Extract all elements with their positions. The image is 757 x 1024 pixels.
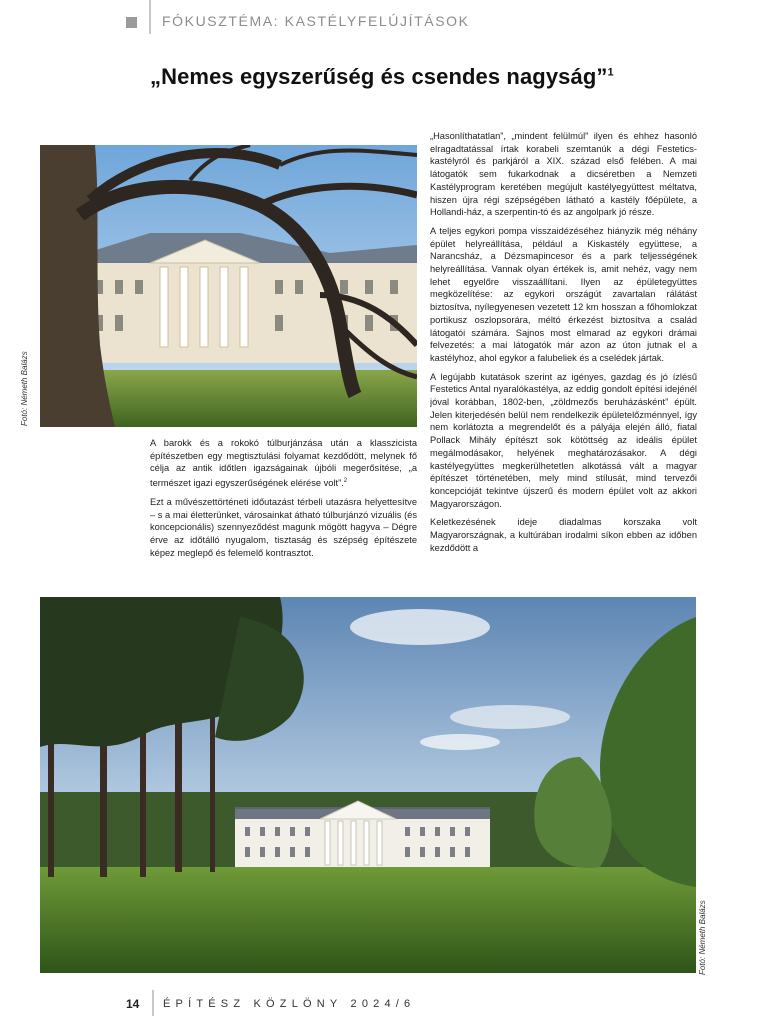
photo-castle-tree	[40, 145, 417, 427]
section-header: FÓKUSZTÉMA: KASTÉLYFELÚJÍTÁSOK	[162, 13, 470, 29]
right-column	[430, 130, 697, 585]
photo-credit-top: Fotó: Németh Balázs	[20, 351, 29, 426]
article-title-text: „Nemes egyszerűség és csendes nagyság”	[150, 64, 608, 89]
footnote-ref-2: 2	[343, 478, 348, 485]
left-paragraph-2: Ezt a művészettörténeti időutazást térbeli utazásra helyettesítve – s a mai életterünket, városainkat átható túlburjánzó vizuális (és koncepcionális) szennyeződést magunk mögött hagyva – Dégre érve az időtálló nyugalom, tisztaság és szépség építészete képez meglepő és felemelő kontrasztot.	[150, 496, 417, 558]
right-paragraph-4: Keletkezésének ideje diadalmas korszaka volt Magyarországnak, a kultúrában irodalmi síkon ebben az időben kezdődött a	[430, 517, 697, 553]
right-paragraph-1: „Hasonlíthatatlan”, „mindent felülmúl” ilyen és ehhez hasonló elragadtatással írtak korabeli szemtanúk a dégi Festetics-kastélyról és parkjáról a XIX. század első felében. A mai látogatók sem fukarkodnak a dicséretben a Nemzeti Kastélyprogram keretében megújult kastélyegyüttest méltatva, hiszen újra régi szépségében látható a kastély főépülete, a Hollandi-ház, a szerpentin-tó és az angolpark jó része.	[430, 131, 697, 218]
article-title	[150, 64, 614, 90]
left-column	[150, 437, 417, 565]
section-marker-square	[126, 17, 137, 28]
publication-name: ÉPÍTÉSZ KÖZLÖNY 2024/6	[163, 998, 416, 1010]
photo-castle-park	[40, 597, 696, 973]
castle-tree-illustration	[40, 145, 417, 427]
title-footnote-ref: 1	[607, 66, 614, 79]
page-number: 14	[126, 997, 140, 1011]
header-divider	[149, 0, 151, 34]
castle-park-illustration	[40, 597, 696, 973]
footer-divider	[152, 990, 154, 1016]
left-paragraph-1: A barokk és a rokokó túlburjánzása után a klasszicista építészetben egy megtisztulási folyamat kezdődött, melynek fő célja az antik időtlen igazságainak újbóli megerősítése, „a természet igazi egyszerűségének elérése volt”.$^2$	[150, 438, 417, 489]
photo-credit-bottom: Fotó: Németh Balázs	[698, 900, 707, 975]
right-paragraph-3: A legújabb kutatások szerint az igényes, gazdag és jó ízlésű Festetics Antal nyaralókastélya, az eddig gondolt építési idejénél jóval korábban, 1802-ben, „zöldmezős beruházásként” épült. Jelen kiterjedésén belül nem rendelkezik épületelőzménnyel, így nem korlátozta a megrendelőt és a pályája elején álló, fiatal Pollack Mihály építészt sok kötöttség az ideális épület megálmodásakor, helyének meghatározásakor. A dégi kastélyegyüttes megkerülhetetlen alkotássá vált a magyar építészet történetében, mely mind stílusát, mind tervezői koncepcióját tekintve újszerű és modern épület volt az akkori Magyarországon.	[430, 371, 697, 509]
right-paragraph-2: A teljes egykori pompa visszaidézéséhez hiányzik még néhány épület helyreállítása, például a Kiskastély együttese, a Narancsház, a Dézsmapincesor és a park teljességének helyreállítása. Vannak olyan értékek is, amit nehéz, vagy nem lehet egyelőre visszaállítani. Ilyen az épületegyüttes megközelítése: az egykori országút zavartalan rálátást biztosítva, nyílegyenesen vezetett 12 km hosszan a főhomlokzat portikusz oszlopsorára, méltó érkezést biztosítva a család látogatói számára. Sajnos most elmarad az egykori drámai felvezetés: a mai látogatók már azon az úton jutnak el a kastélyhoz, ahol egykor a falubeliek és a cselédek jártak.	[430, 225, 697, 363]
